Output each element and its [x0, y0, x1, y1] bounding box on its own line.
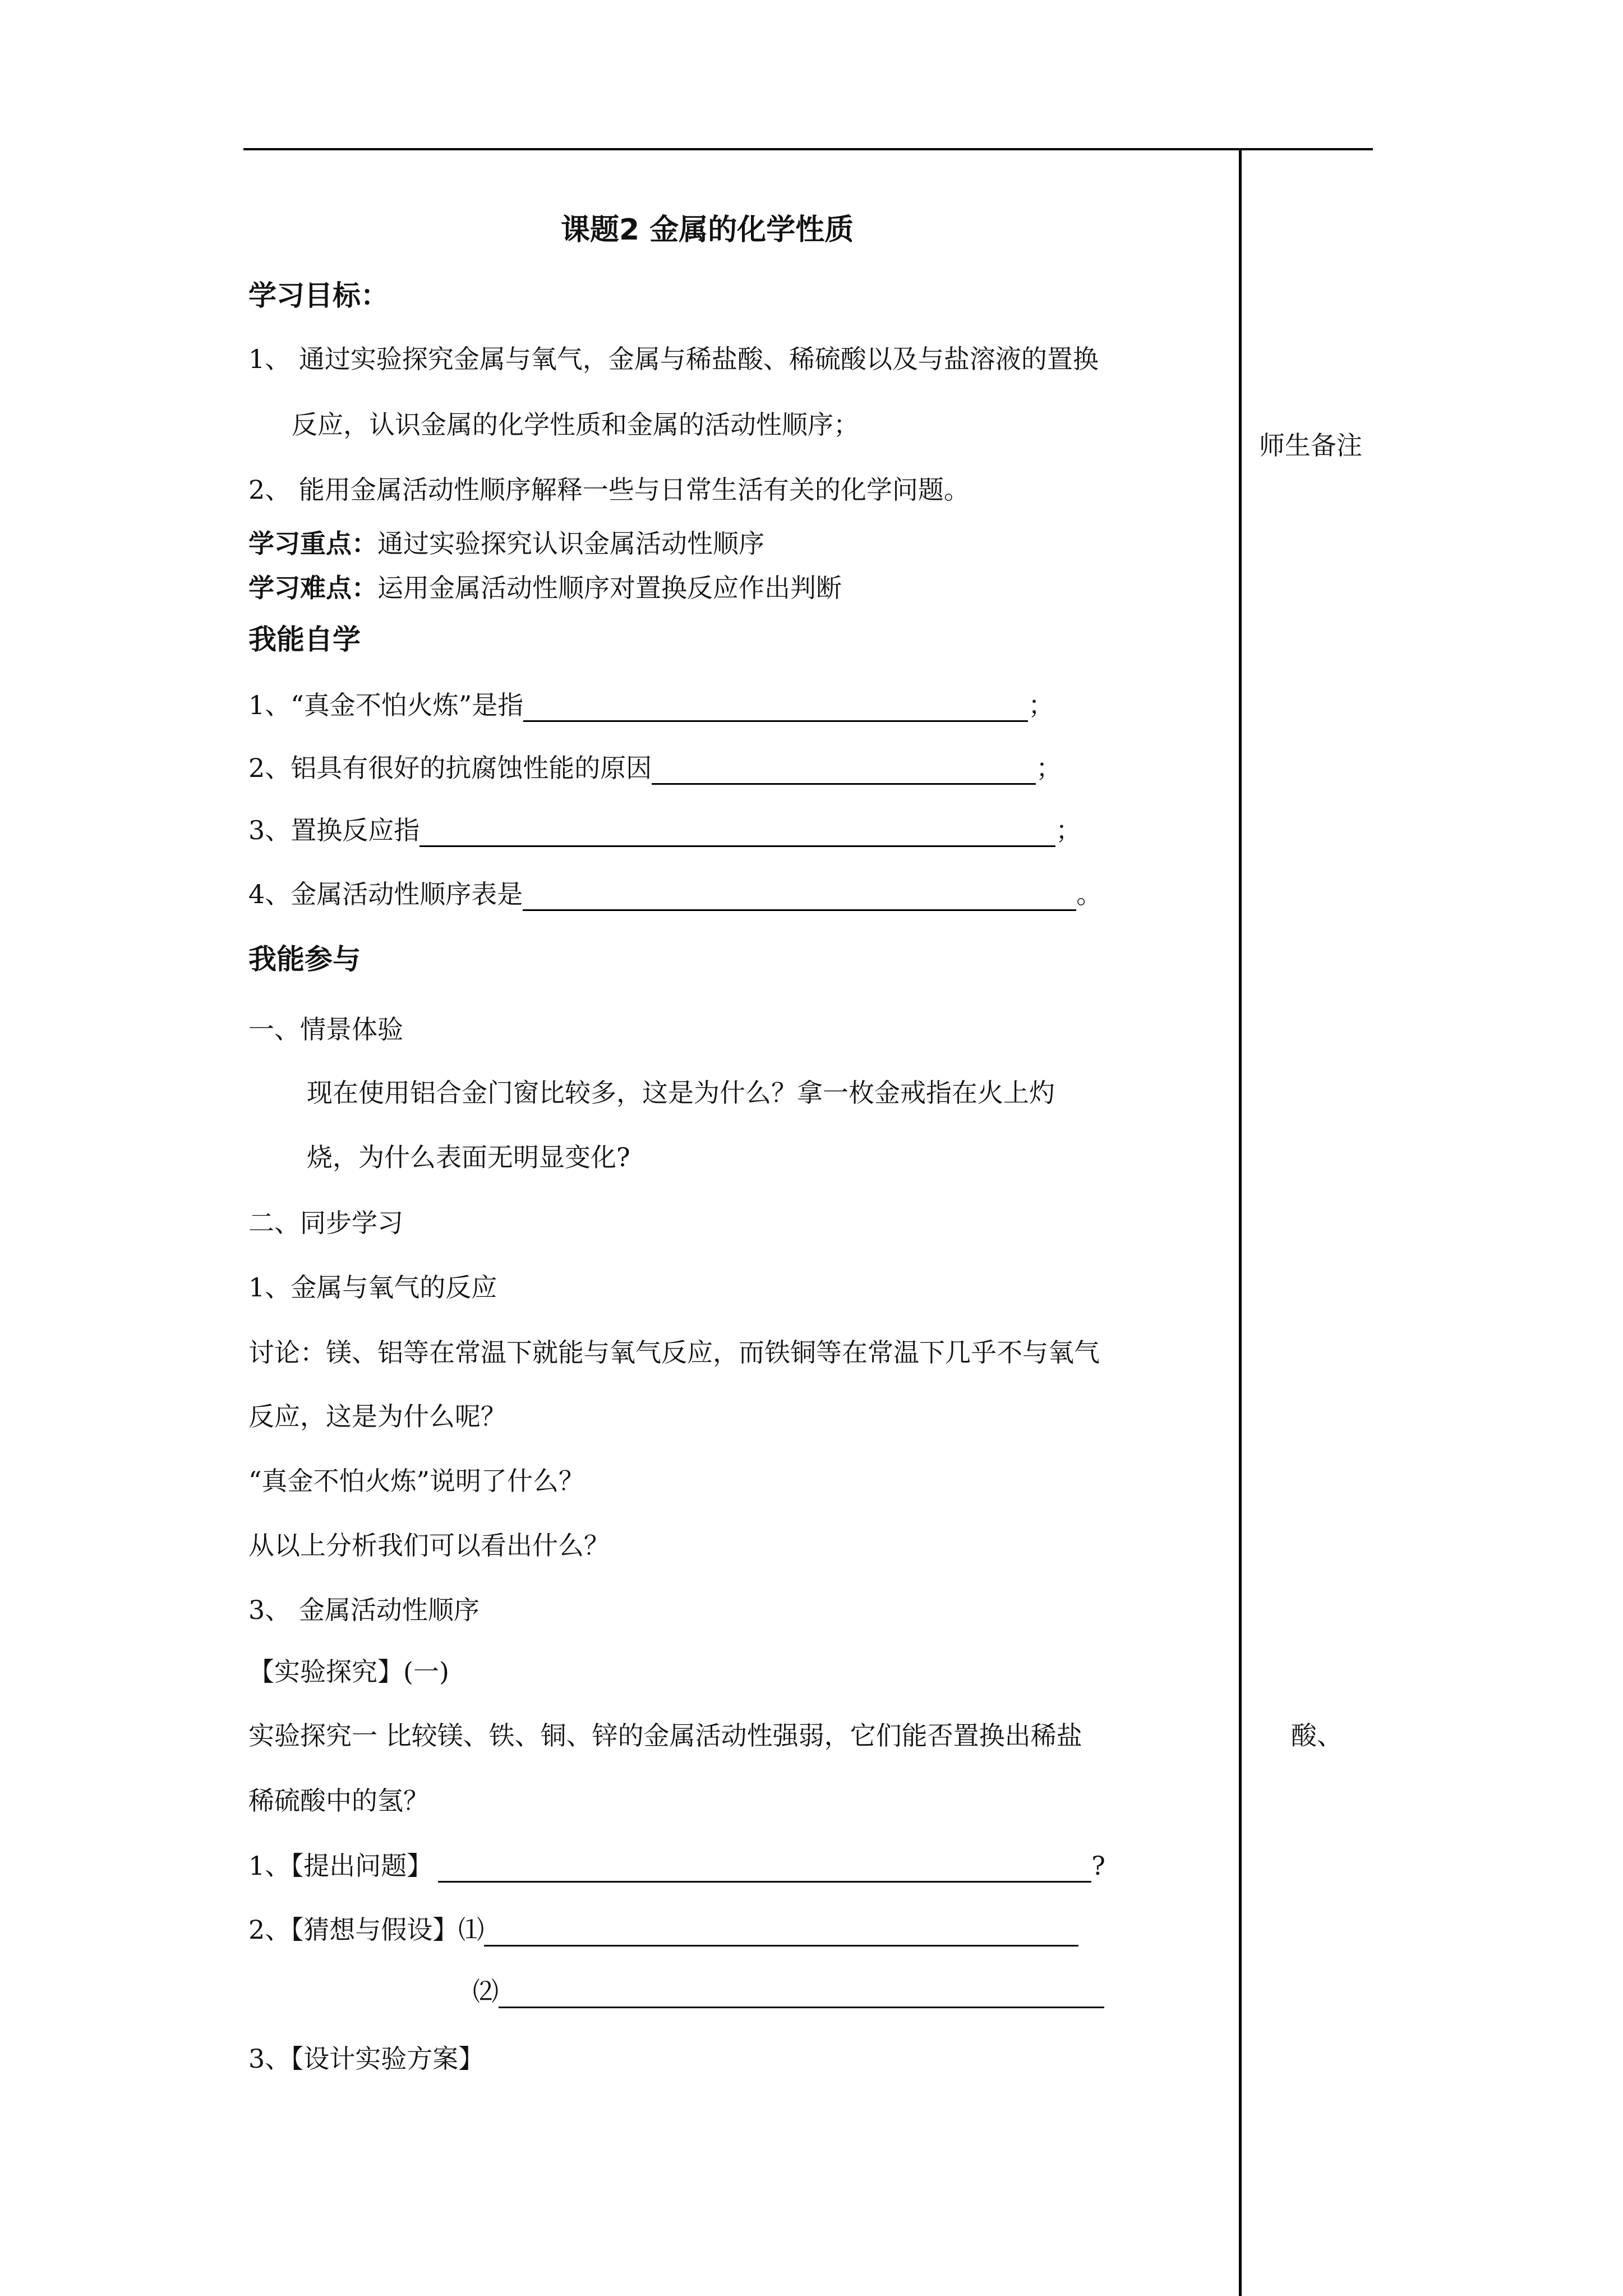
step-hypothesis — [248, 1913, 1078, 1947]
question-gold: “真金不怕火炼”说明了什么？ — [248, 1466, 585, 1496]
experiment-line-1: 实验探究一 比较镁、铁、铜、锌的金属活动性强弱，它们能否置换出稀盐 — [248, 1720, 1082, 1751]
experiment-line-2: 稀硫酸中的氢？ — [248, 1786, 429, 1816]
q2-label: 2、铝具有很好的抗腐蚀性能的原因 — [248, 753, 652, 783]
key-point-text: 通过实验探究认识金属活动性顺序 — [377, 528, 764, 559]
self-study-heading: 我能自学 — [248, 623, 361, 656]
scene-line-1: 现在使用铝合金门窗比较多，这是为什么？拿一枚金戒指在火上灼 — [307, 1078, 1055, 1108]
objectives-heading: 学习目标： — [248, 279, 389, 312]
scene-line-2: 烧，为什么表面无明显变化? — [307, 1142, 630, 1172]
self-study-q3 — [248, 813, 1081, 847]
objective-1-line-2: 反应，认识金属的化学性质和金属的活动性顺序； — [292, 409, 859, 440]
step1-answer-blank[interactable] — [438, 1857, 1091, 1883]
subsection-metal-oxygen: 1、金属与氧气的反应 — [248, 1272, 497, 1303]
hypothesis-1-blank[interactable] — [484, 1921, 1078, 1947]
difficulty — [248, 571, 842, 605]
question-analysis: 从以上分析我们可以看出什么？ — [248, 1530, 610, 1561]
step1-end: ? — [1091, 1851, 1105, 1881]
section-scene: 一、情景体验 — [248, 1014, 403, 1045]
side-note: 师生备注 — [1259, 430, 1362, 461]
key-point-label: 学习重点： — [248, 528, 377, 559]
q4-answer-blank[interactable] — [523, 886, 1076, 911]
side-note-continuation: 酸、 — [1291, 1720, 1343, 1751]
q4-label: 4、金属活动性顺序表是 — [248, 879, 523, 909]
hypothesis-2-blank[interactable] — [499, 1983, 1104, 2008]
subsection-activity-series: 3、 金属活动性顺序 — [248, 1595, 479, 1625]
objective-1-line-1: 1、 通过实验探究金属与氧气，金属与稀盐酸、稀硫酸以及与盐溶液的置换 — [248, 344, 1099, 374]
experiment-tag: 【实验探究】(一) — [248, 1657, 449, 1687]
q3-end: ； — [1055, 815, 1082, 845]
q1-label: 1、“真金不怕火炼”是指 — [248, 690, 524, 720]
q3-label: 3、置换反应指 — [248, 815, 420, 845]
step-design-experiment: 3、【设计实验方案】 — [248, 2044, 485, 2074]
key-point — [248, 527, 764, 560]
step2-label: 2、【猜想与假设】⑴ — [248, 1915, 485, 1945]
q1-end: ； — [1028, 690, 1054, 720]
step2b-label: ⑵ — [473, 1976, 499, 2007]
objective-2: 2、 能用金属活动性顺序解释一些与日常生活有关的化学问题。 — [248, 475, 970, 505]
section-sync-learning: 二、同步学习 — [248, 1208, 403, 1238]
discussion-line-2: 反应，这是为什么呢？ — [248, 1401, 506, 1432]
difficulty-text: 运用金属活动性顺序对置换反应作出判断 — [377, 573, 842, 603]
participate-heading: 我能参与 — [248, 943, 361, 976]
discussion-line-1: 讨论：镁、铝等在常温下就能与氧气反应，而铁铜等在常温下几乎不与氧气 — [248, 1337, 1100, 1368]
step-hypothesis-2 — [473, 1975, 1104, 2008]
q2-end: ； — [1036, 753, 1062, 783]
margin-divider — [1239, 148, 1242, 2296]
q3-answer-blank[interactable] — [419, 822, 1055, 847]
step-ask-question — [248, 1849, 1105, 1883]
self-study-q1 — [248, 688, 1054, 722]
q1-answer-blank[interactable] — [523, 697, 1028, 722]
top-rule — [243, 148, 1373, 150]
self-study-q4 — [248, 877, 1102, 911]
q4-end: 。 — [1076, 879, 1103, 909]
q2-answer-blank[interactable] — [652, 760, 1036, 785]
difficulty-label: 学习难点： — [248, 573, 377, 603]
page-title: 课题2 金属的化学性质 — [561, 213, 854, 247]
step1-label: 1、【提出问题】 — [248, 1851, 433, 1881]
self-study-q2 — [248, 751, 1062, 785]
